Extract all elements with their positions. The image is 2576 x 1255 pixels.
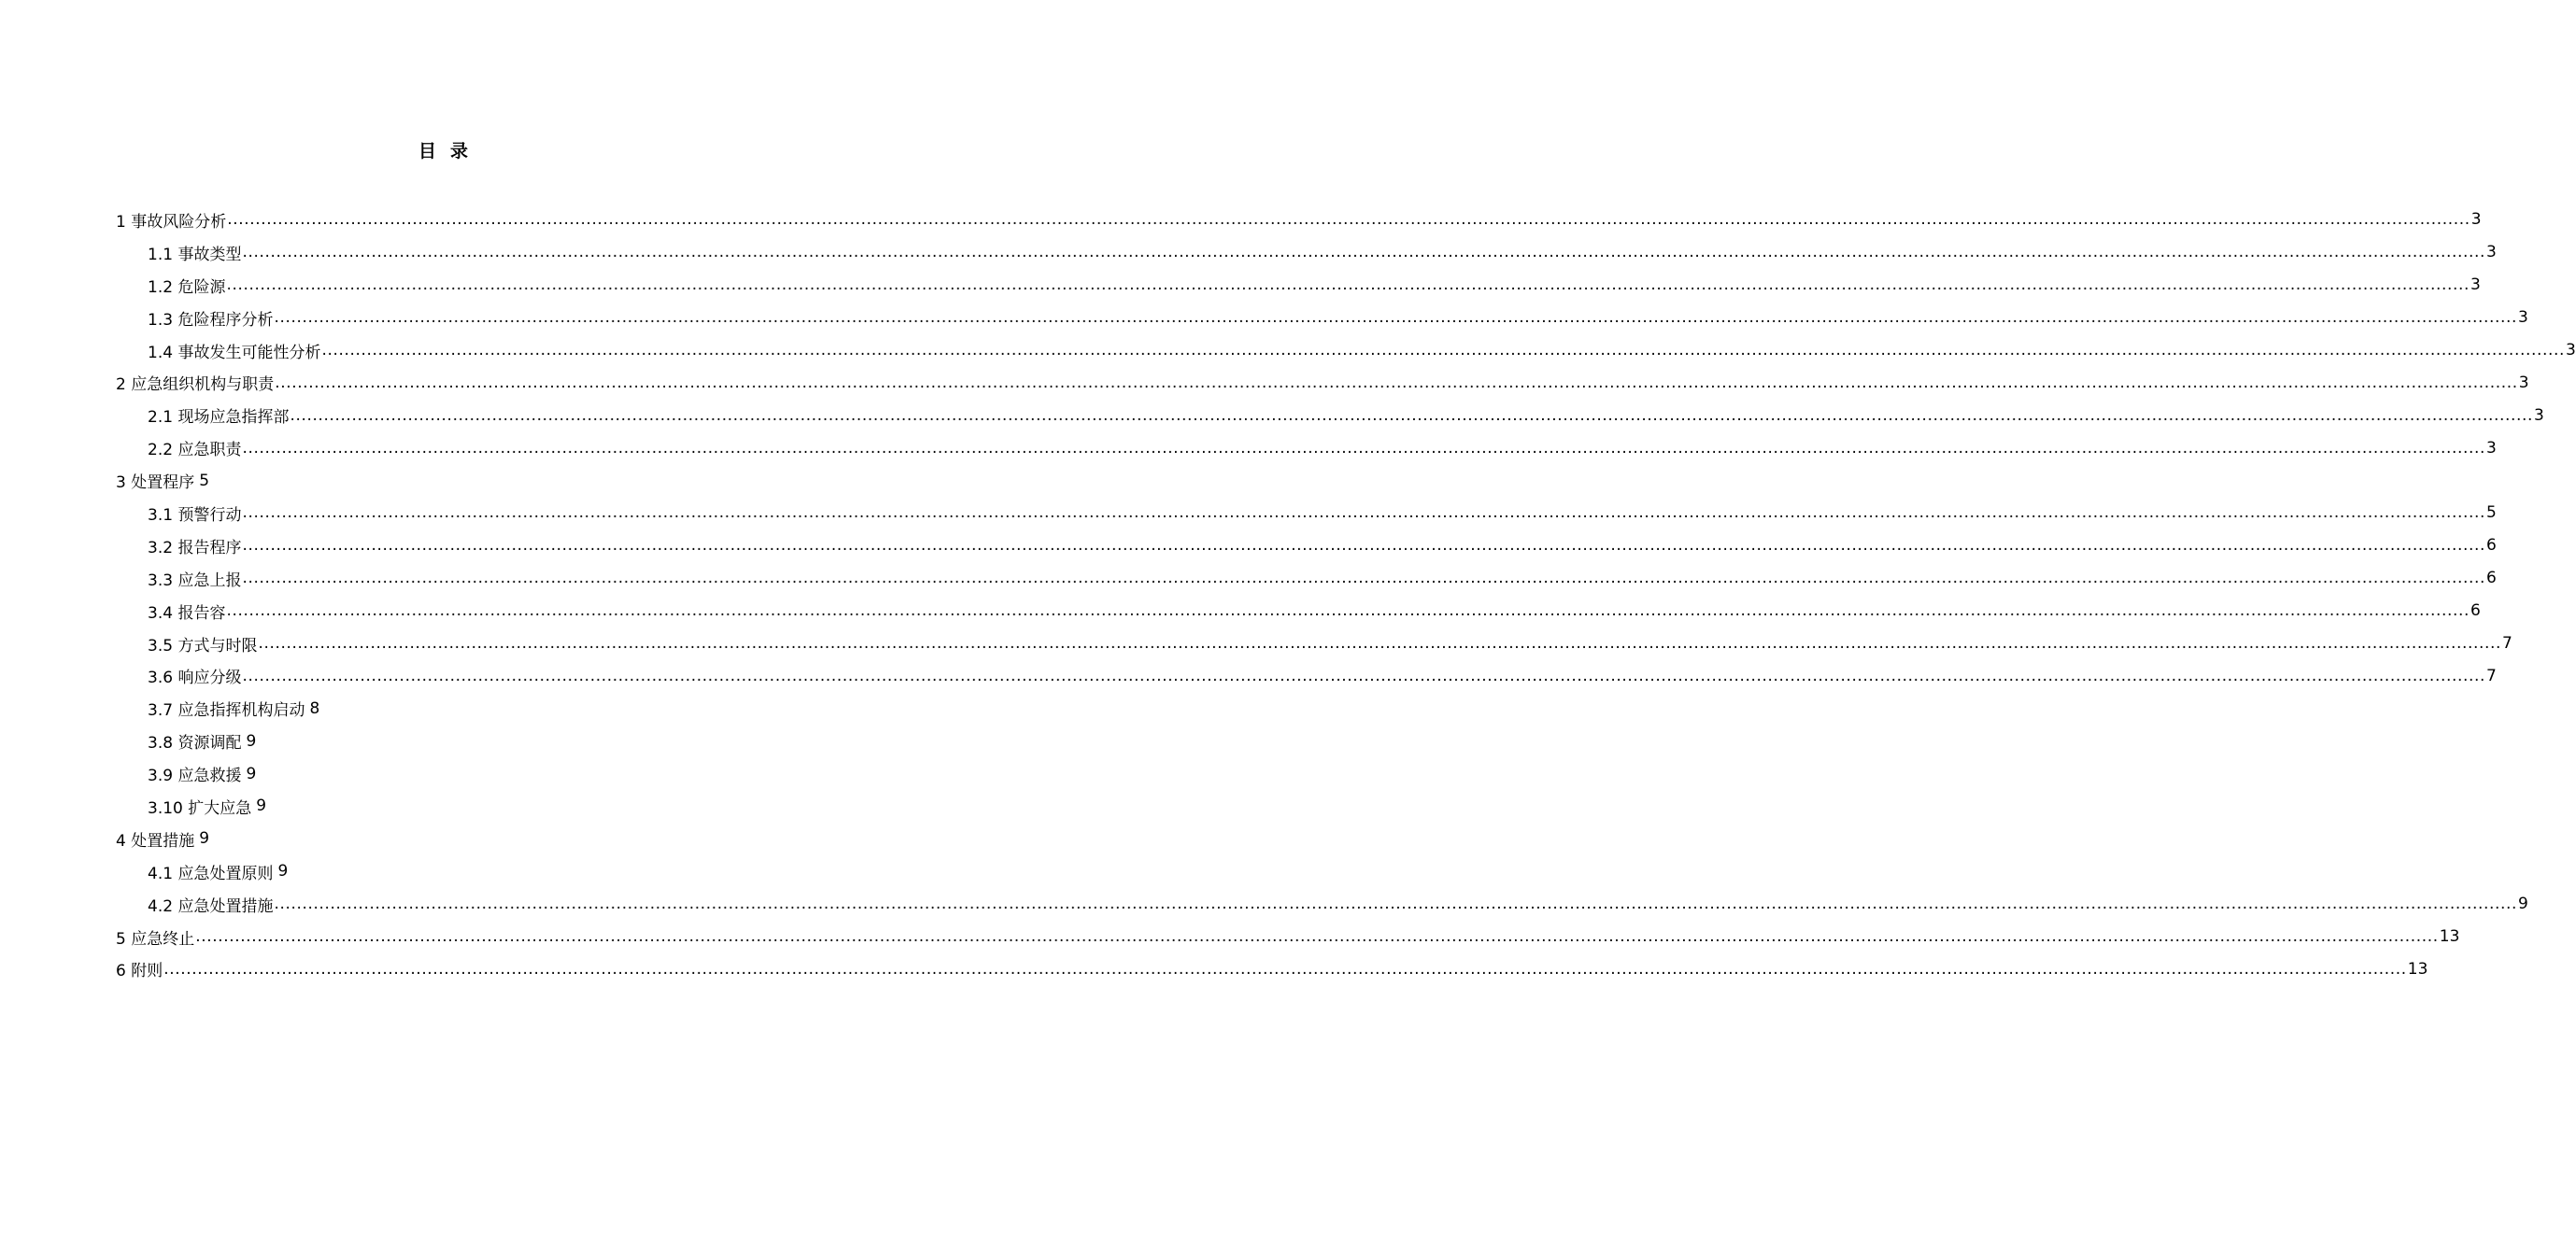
- toc-entry-18[interactable]: [116, 757, 803, 790]
- toc-leader-dots: ................................................................................................................................................................................................................................................................................................................................................................................................................: [242, 438, 2485, 458]
- toc-page-number: 3: [2485, 243, 2497, 262]
- toc-entry-label: 4 处置措施: [116, 831, 195, 851]
- toc-entry-24[interactable]: [116, 952, 2428, 985]
- toc-entry-label: 6 附则: [116, 962, 163, 981]
- toc-page-number: 9: [246, 764, 257, 783]
- toc-leader-dots: ................................................................................................................................................................................................................................................................................................................................................................................................................: [242, 569, 2485, 588]
- toc-leader-dots: ................................................................................................................................................................................................................................................................................................................................................................................................................: [242, 666, 2485, 685]
- toc-page-number: 3: [2470, 210, 2482, 230]
- toc-page-number: 5: [199, 471, 210, 490]
- toc-entry-label: 1.1 事故类型: [148, 245, 242, 264]
- toc-entry-17[interactable]: [116, 725, 803, 757]
- toc-leader-dots: ................................................................................................................................................................................................................................................................................................................................................................................................................: [242, 243, 2485, 262]
- toc-entry-5[interactable]: [116, 334, 2576, 367]
- toc-list: [116, 204, 2576, 985]
- toc-entry-6[interactable]: [116, 366, 2529, 399]
- toc-page-number: 5: [2485, 503, 2497, 523]
- toc-entry-22[interactable]: [116, 888, 2528, 921]
- toc-page-number: 13: [2439, 927, 2460, 947]
- toc-page-number: 9: [246, 731, 257, 751]
- toc-page-number: 7: [2485, 666, 2497, 685]
- toc-leader-dots: ................................................................................................................................................................................................................................................................................................................................................................................................................: [274, 308, 2517, 328]
- toc-leader-dots: ................................................................................................................................................................................................................................................................................................................................................................................................................: [242, 536, 2485, 556]
- toc-page-number: 3: [2533, 405, 2544, 425]
- toc-entry-1[interactable]: [116, 204, 2482, 236]
- toc-page-number: 7: [2501, 634, 2512, 654]
- toc-entry-9[interactable]: [116, 464, 803, 497]
- toc-page-number: 9: [277, 862, 289, 881]
- toc-entry-14[interactable]: [116, 628, 2512, 660]
- toc-title-char-1: 目: [418, 141, 437, 162]
- toc-title: [0, 140, 887, 162]
- toc-page-number: 9: [2517, 895, 2528, 914]
- toc-page-number: 3: [2518, 373, 2529, 392]
- toc-page-number: 3: [2485, 438, 2497, 458]
- toc-entry-label: 1.3 危险程序分析: [148, 310, 274, 330]
- toc-page-number: 6: [2485, 536, 2497, 556]
- toc-page-number: 6: [2485, 569, 2497, 588]
- toc-entry-label: 3 处置程序: [116, 473, 195, 493]
- toc-entry-8[interactable]: [116, 431, 2497, 464]
- toc-entry-label: 3.1 预警行动: [148, 505, 242, 525]
- toc-entry-label: 3.3 应急上报: [148, 571, 242, 590]
- toc-entry-7[interactable]: [116, 399, 2544, 431]
- toc-page-number: 3: [2470, 275, 2481, 295]
- toc-entry-3[interactable]: [116, 269, 2481, 302]
- toc-page-number: 9: [199, 829, 210, 849]
- toc-entry-label: 5 应急终止: [116, 929, 195, 949]
- toc-entry-2[interactable]: [116, 236, 2497, 269]
- toc-entry-label: 2.1 现场应急指挥部: [148, 408, 290, 428]
- toc-leader-dots: ................................................................................................................................................................................................................................................................................................................................................................................................................: [275, 373, 2518, 392]
- toc-page-number: 3: [2517, 308, 2528, 328]
- toc-entry-12[interactable]: [116, 562, 2497, 595]
- toc-entry-21[interactable]: [116, 855, 803, 888]
- toc-entry-label: 3.8 资源调配: [148, 734, 242, 754]
- toc-entry-label: 1.2 危险源: [148, 277, 226, 297]
- toc-entry-16[interactable]: [116, 692, 803, 725]
- toc-entry-label: 3.6 响应分级: [148, 669, 242, 688]
- toc-entry-label: 3.4 报告容: [148, 603, 226, 623]
- toc-title-char-2: 录: [450, 141, 470, 162]
- toc-leader-dots: ................................................................................................................................................................................................................................................................................................................................................................................................................: [274, 895, 2517, 914]
- toc-leader-dots: ................................................................................................................................................................................................................................................................................................................................................................................................................: [242, 503, 2485, 523]
- toc-entry-label: 3.2 报告程序: [148, 538, 242, 557]
- toc-leader-dots: ................................................................................................................................................................................................................................................................................................................................................................................................................: [258, 634, 2501, 654]
- toc-entry-15[interactable]: [116, 659, 2497, 692]
- toc-page-number: 6: [2470, 601, 2481, 621]
- toc-entry-label: 2 应急组织机构与职责: [116, 375, 275, 395]
- toc-leader-dots: ................................................................................................................................................................................................................................................................................................................................................................................................................: [226, 601, 2470, 621]
- toc-entry-13[interactable]: [116, 595, 2481, 628]
- toc-entry-4[interactable]: [116, 302, 2528, 334]
- toc-leader-dots: ................................................................................................................................................................................................................................................................................................................................................................................................................: [163, 959, 2407, 979]
- toc-entry-19[interactable]: [116, 790, 803, 823]
- toc-entry-label: 3.9 应急救援: [148, 767, 242, 786]
- toc-entry-label: 3.7 应急指挥机构启动: [148, 701, 305, 721]
- toc-page-number: 13: [2407, 959, 2428, 979]
- toc-entry-label: 1.4 事故发生可能性分析: [148, 343, 321, 362]
- toc-entry-label: 3.10 扩大应急: [148, 798, 252, 818]
- toc-entry-label: 3.5 方式与时限: [148, 636, 258, 656]
- toc-leader-dots: ................................................................................................................................................................................................................................................................................................................................................................................................................: [227, 210, 2470, 230]
- toc-entry-label: 2.2 应急职责: [148, 441, 242, 460]
- toc-entry-11[interactable]: [116, 529, 2497, 562]
- toc-leader-dots: ................................................................................................................................................................................................................................................................................................................................................................................................................: [290, 405, 2533, 425]
- toc-page-number: 8: [309, 698, 320, 718]
- toc-entry-label: 4.1 应急处置原则: [148, 864, 274, 883]
- toc-page-number: 3: [2565, 341, 2576, 360]
- toc-leader-dots: ................................................................................................................................................................................................................................................................................................................................................................................................................: [321, 341, 2565, 360]
- toc-page-number: 9: [256, 797, 267, 816]
- toc-entry-23[interactable]: [116, 921, 2460, 953]
- toc-entry-label: 1 事故风险分析: [116, 212, 227, 232]
- toc-entry-20[interactable]: [116, 823, 803, 855]
- toc-entry-label: 4.2 应急处置措施: [148, 896, 274, 916]
- toc-leader-dots: ................................................................................................................................................................................................................................................................................................................................................................................................................: [226, 275, 2470, 295]
- toc-entry-10[interactable]: [116, 497, 2497, 529]
- toc-leader-dots: ................................................................................................................................................................................................................................................................................................................................................................................................................: [195, 927, 2439, 947]
